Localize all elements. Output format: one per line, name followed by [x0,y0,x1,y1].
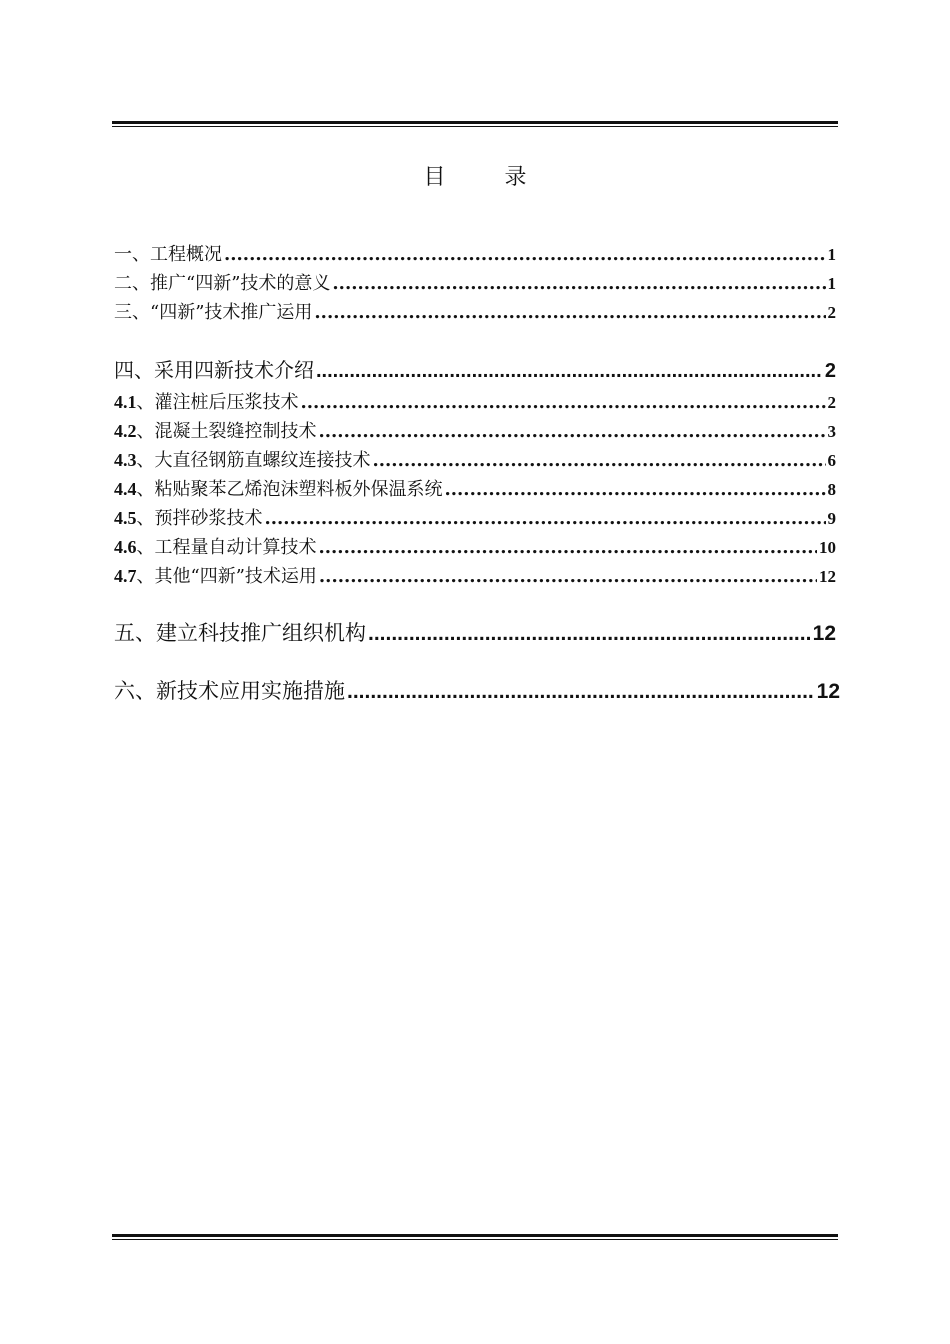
toc-entry-text: 、灌注桩后压浆技术 [136,392,299,413]
toc-entry-4-1[interactable] [114,388,836,412]
toc-entry-4-4[interactable] [114,475,836,499]
toc-leader-dots [368,622,811,646]
toc-leader-dots [319,537,818,558]
toc-entry-text: 一、工程概况 [114,244,222,265]
toc-leader-dots [224,244,826,265]
toc-entry-number: 4.6 [114,537,137,557]
toc-entry-4-2[interactable] [114,417,836,441]
toc-entry-text: 六、新技术应用实施措施 [114,679,345,703]
toc-entry-page: 3 [827,422,836,441]
header-rule [112,121,838,127]
toc-entry-page: 2 [824,360,836,382]
toc-entry-page: 1 [827,245,836,264]
toc-entry-text: 三、“四新”技术推广运用 [114,302,313,323]
toc-entry-page: 1 [827,274,836,293]
toc-entry-4[interactable] [114,354,836,382]
toc-entry-text: 四、采用四新技术介绍 [114,358,314,382]
toc-entry-text: 、工程量自动计算技术 [136,537,317,558]
toc-leader-dots [319,566,817,587]
toc-entry-text: 、混凝土裂缝控制技术 [136,421,317,442]
toc-entry-3[interactable] [114,298,836,322]
toc-entry-2[interactable] [114,269,836,293]
toc-entry-page: 10 [819,538,836,557]
toc-entry-page: 6 [827,451,836,470]
toc-entry-number: 4.1 [114,392,137,412]
toc-leader-dots [347,680,815,704]
toc-entry-text: 、粘贴聚苯乙烯泡沫塑料板外保温系统 [136,479,443,500]
toc-leader-dots [445,479,826,500]
toc-entry-page: 9 [827,509,836,528]
toc-entry-number: 4.5 [114,508,137,528]
toc-entry-text: 二、推广“四新”技术的意义 [114,273,331,294]
toc-entry-page: 2 [827,303,836,322]
toc-entry-page: 12 [812,622,836,645]
toc-entry-number: 4.2 [114,421,137,441]
toc-entry-number: 4.4 [114,479,137,499]
toc-entry-text: 、其他“四新”技术运用 [136,566,317,587]
toc-entry-4-3[interactable] [114,446,836,470]
toc-leader-dots [301,392,826,413]
toc-title: 目 录 [423,165,553,190]
toc-leader-dots [319,421,826,442]
toc-entry-page: 12 [819,567,836,586]
toc-entry-4-6[interactable] [114,533,836,557]
toc-entry-page: 12 [816,680,840,703]
toc-entry-6[interactable] [114,675,840,705]
toc-leader-dots [314,302,825,323]
toc-entry-5[interactable] [114,617,836,647]
toc-entry-number: 4.7 [114,566,137,586]
toc-entry-number: 4.3 [114,450,137,470]
toc-entry-text: 五、建立科技推广组织机构 [114,621,366,645]
toc-leader-dots [265,508,826,529]
toc-entry-text: 、大直径钢筋直螺纹连接技术 [136,450,371,471]
toc-leader-dots [316,360,823,383]
toc-entry-4-7[interactable] [114,562,836,586]
toc-entry-1[interactable] [114,240,836,264]
footer-rule [112,1234,838,1240]
toc-entry-page: 2 [827,393,836,412]
toc-entry-4-5[interactable] [114,504,836,528]
toc-leader-dots [373,450,826,471]
toc-entry-page: 8 [827,480,836,499]
toc-entry-text: 、预拌砂浆技术 [136,508,263,529]
toc-leader-dots [332,273,825,294]
